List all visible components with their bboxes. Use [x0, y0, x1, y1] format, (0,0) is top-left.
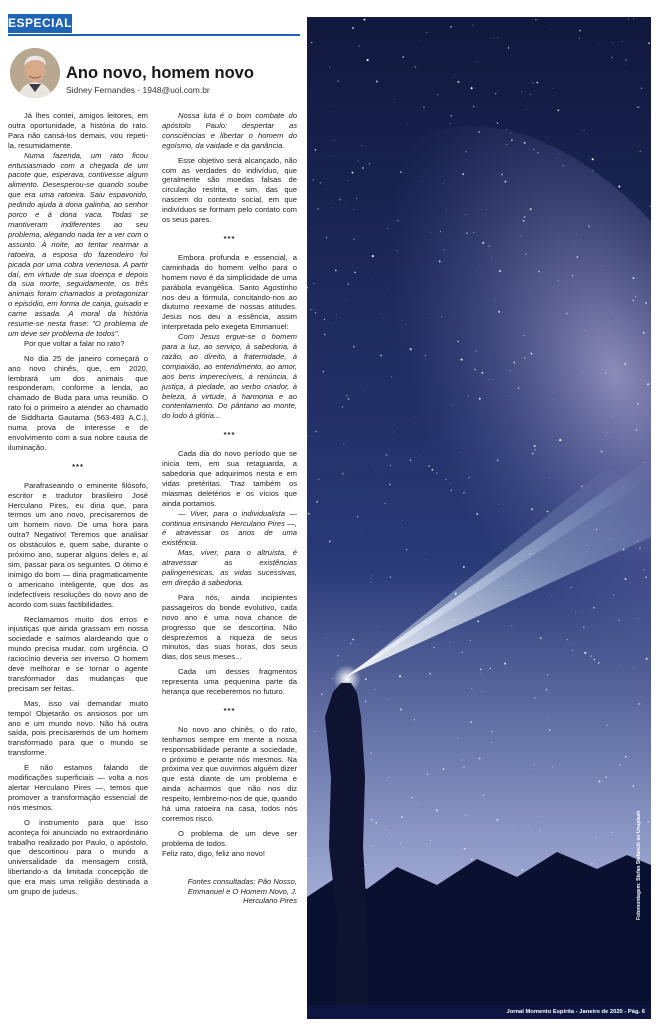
paragraph: Embora profunda e essencial, a caminhada do homem velho para o homem novo é da simplicidade de uma parábola evangélica. Santo Agostinho nos deu a fórmula, concitando-nos ao diuturno reexame de nossas atitudes. Jesus nos deu a essência, assim interpretada pelo exegeta Emmanuel:	[162, 252, 297, 332]
paragraph: E não estamos falando de modificações superficiais — volta a nos alertar Herculano Pires —, temos que promover a transformação essencial de nós mesmos.	[8, 763, 148, 812]
paragraph: Cada um desses fragmentos representa uma pequenina parte da herança que receberemos no futuro.	[162, 667, 297, 697]
sources: Fontes consultadas: Pão Nosso, Emmanuel e O Homem Novo, J. Herculano Pires	[187, 876, 297, 906]
separator: ***	[223, 705, 236, 715]
paragraph: Cada dia do novo período que se inicia tem, em sua retaguarda, a sabedoria que adquirimos nesta e em vidas pretéritas. Traz também os miasmas deletérios e os vícios que ainda portamos.	[162, 449, 297, 508]
paragraph: Para nós, ainda incipientes passageiros do bonde evolutivo, cada novo ano é uma nova chance de progresso que se descortina. Não desprezemos a riqueza de seus minutos, das suas horas, dos seus dias, dos seus meses...	[162, 592, 297, 662]
separator: ***	[223, 233, 236, 243]
starry-night-photo	[307, 17, 651, 1013]
section-rule	[8, 34, 300, 36]
paragraph: Por que voltar a falar no rato?	[24, 338, 125, 348]
paragraph: O instrumento para que isso aconteça foi anunciado no extraordinário trabalho realizado por Paulo, o apóstolo, que descortinou para o mundo a universalidade da mensagem cristã, libertando-a da limitada concepção de que era mais uma religião destinada a um grupo de judeus.	[8, 817, 148, 897]
paragraph: Nossa luta é o bom combate do apóstolo Paulo: despertar as consciências e libertar o homem do egoísmo, da vaidade e da ganância.	[162, 111, 297, 150]
separator: ***	[223, 430, 236, 440]
paragraph: Parafraseando o eminente filósofo, escritor e tradutor brasileiro José Herculano Pires, eu diria que, para termos um ano novo, precisaremos de um homem novo. De uma hora para outra? Negativo! Teremos que analisar os obstáculos e, quem sabe, durante o próximo ano, superar alguns deles e, aí sim, passar para os seguintes. O ótimo é inimigo do bom — diria pragmaticamente o americano inteligente, que dos as indefectíveis resoluções do novo ano de acordo com suas factibilidades.	[8, 480, 148, 609]
paragraph: No novo ano chinês, o do rato, tenhamos sempre em mente a nossa responsabilidade perante a sociedade, o próximo e perante nós mesmos. Na próxima vez que ouvirmos alguém dizer que está diante de um problema e ainda acharmos que não nos diz respeito, lembremo-nos de que, quando há uma ratoeira na casa, todos nós corremos risco.	[162, 724, 297, 823]
paragraph: Mas, viver, para o altruísta, é atravessar as existências palingenésicas, as vidas sucessivas, em direção à sabedoria.	[162, 548, 297, 587]
quote: Com Jesus ergue-se o homem para a luz, ao serviço, à sabedoria, à razão, ao direito, à fraternidade, à compaixão, ao entendimento, ao amor, aos bens imperecíveis, à renúncia, à justiça, à piedade, ao verbo criador, à beleza, à virtude, à harmonia e ao contentamento. Do pântano ao monte, do lodo à glória...	[162, 332, 297, 421]
paragraph: Feliz rato, digo, feliz ano novo!	[162, 848, 265, 858]
paragraph: Numa fazenda, um rato ficou entusiasmado com a chegada de um pacote que, esperava, contivesse algum alimento. Desesperou-se quando soube que era uma ratoeira. Saiu espavorido, pedindo ajuda à dona galinha, ao senhor porco e à dona vaca. Todas se mantiveram indiferentes ao seu problema, alegando nada ter a ver com o assunto. À noite, ao tentar rearmar a ratoeira, a esposa do fazendeiro foi picada por uma cobra venenosa. A partir daí, em virtude de sua doença e depois da sua morte, seguidamente, os três animais foram chamados a protagonizar o episódio, em forma de canja, guisado e carne assada. A moral da história resume-se nesta frase: "O problema de um deve ser problema de todos".	[8, 150, 148, 338]
paragraph: No dia 25 de janeiro começará o ano novo chinês, que, em 2020, lembrará um dos animais que responderam, conforme a lenda, ao chamado de Buda para uma reunião. O rato foi o primeiro a atender ao chamado de Siddharta Gautama (563-483 A.C.), numa prova de interesse e de envolvimento com a sua nobre causa de iluminação.	[8, 353, 148, 452]
paragraph: Já lhes contei, amigos leitores, em outra oportunidade, a história do rato. Para não cansá-los demais, vou repeti-la, resumidamente.	[8, 111, 148, 150]
night-sky-icon	[307, 17, 651, 1013]
separator: ***	[72, 461, 84, 471]
paragraph: Esse objetivo será alcançado, não com as verdades do indivíduo, que geralmente são moedas falsas de circulação restrita, e sim, das que nascem do contexto social, em que indivíduos se formam pelo contato com os seus pares.	[162, 155, 297, 225]
article-byline: Sidney Fernandes - 1948@uol.com.br	[66, 85, 210, 95]
photo-credit: Fotomontagem: Stefan Stefancik on Unsplash	[636, 810, 642, 920]
author-avatar	[10, 48, 60, 98]
author-portrait-icon	[10, 48, 60, 98]
text-column-1	[8, 111, 148, 897]
paragraph: Reclamamos muito dos erros e injustiças que ainda grassam em nossa sociedade e saímos alardeando que o mundo precisa mudar, com urgência. O raciocínio deveria ser inverso. O homem deve melhorar e se tornar o agente transformador das mudanças que precisam ser feitas.	[8, 614, 148, 693]
page-footer: Jornal Momento Espírita - Janeiro de 2020 - Pág. 6	[307, 1005, 651, 1019]
section-tag: ESPECIAL	[8, 14, 72, 33]
paragraph: O problema de um deve ser problema de todos.	[162, 828, 297, 848]
paragraph: — Viver, para o individualista — continua ensinando Herculano Pires —, é atravessar os anos de uma existência.	[162, 508, 297, 548]
text-column-2	[162, 111, 297, 906]
article-title: Ano novo, homem novo	[66, 64, 254, 82]
paragraph: Mas, isso vai demandar muito tempo! Objetarão os ansiosos por um ano e um mundo novo. Não há outra saída, pois precisaremos de um homem transformado para que o mundo se transforme.	[8, 698, 148, 758]
